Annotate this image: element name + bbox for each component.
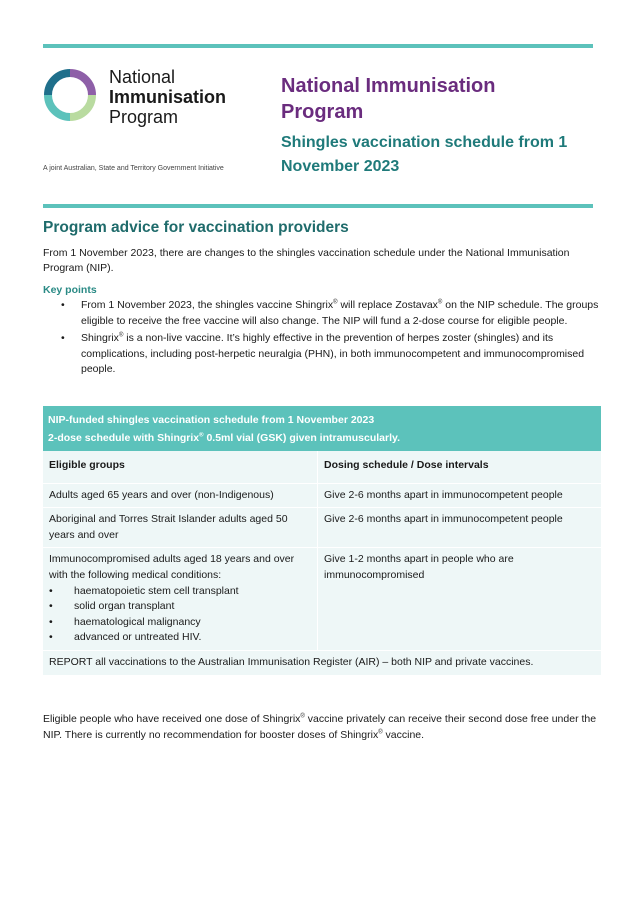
logo-tagline: A joint Australian, State and Territory Government Initiative: [43, 165, 224, 172]
row-divider: [43, 650, 601, 651]
section-heading: Program advice for vaccination providers: [43, 219, 349, 236]
table-row-1-schedule: Give 2-6 months apart in immunocompetent people: [324, 488, 563, 501]
nip-ring-icon: [43, 68, 97, 122]
bullet-icon: •: [49, 600, 53, 613]
table-row-2-schedule: Give 2-6 months apart in immunocompetent people: [324, 513, 563, 526]
table-row-3-group: Immunocompromised adults aged 18 years and over with the following medical conditions: • haematopoietic stem cell transplant • solid organ transplant • haematological malignancy • advanced or untreated HIV.: [43, 548, 318, 650]
key-point-1: • From 1 November 2023, the shingles vaccine Shingrix® will replace Zostavax® on the NIP schedule. The groups eligible to receive the free vaccine will also change. The NIP will fund a 2-dose course for eligible people.: [61, 299, 599, 327]
bullet-icon: •: [61, 299, 65, 311]
bullet-icon: •: [49, 584, 53, 597]
column-header-schedule: Dosing schedule / Dose intervals: [324, 459, 489, 471]
page-title-block: [281, 73, 581, 179]
logo-line-2: Immunisation: [109, 87, 227, 107]
key-points-heading: Key points: [43, 284, 97, 296]
bullet-icon: •: [49, 631, 53, 644]
table-header: [43, 406, 601, 451]
logo-wordmark: [109, 67, 226, 127]
table-row-3-schedule: Give 1-2 months apart in people who are immunocompromised: [324, 553, 514, 581]
table-row-1-group: Adults aged 65 years and over (non-Indigenous): [43, 484, 318, 508]
bullet-icon: •: [61, 332, 65, 345]
conditions-list: [49, 584, 311, 646]
report-note: REPORT all vaccinations to the Australian Immunisation Register (AIR) – both NIP and private vaccines.: [49, 655, 534, 668]
condition-item: • haematological malignancy: [49, 615, 311, 631]
intro-paragraph: From 1 November 2023, there are changes to the shingles vaccination schedule under the National Immunisation Program (NIP).: [43, 247, 570, 274]
schedule-table: [43, 406, 601, 675]
table-subtitle: 2-dose schedule with Shingrix® 0.5ml vial (GSK) given intramuscularly.: [48, 432, 401, 444]
condition-item: • advanced or untreated HIV.: [49, 630, 311, 646]
key-point-2: • Shingrix® is a non-live vaccine. It’s highly effective in the prevention of herpes zoster (shingles) and its complications, including post-herpetic neuralgia (PHN), in both immunocompetent and immunocompromised people.: [61, 332, 585, 376]
bullet-icon: •: [49, 615, 53, 628]
key-points-list: [43, 298, 603, 380]
column-header-groups: Eligible groups: [43, 451, 318, 483]
closing-paragraph: Eligible people who have received one dose of Shingrix® vaccine privately can receive their second dose free under the NIP. There is currently no recommendation for booster doses of Shingrix® vaccine.: [43, 713, 597, 741]
top-rule: [43, 44, 593, 48]
logo-line-3: Program: [109, 107, 179, 127]
table-title: NIP-funded shingles vaccination schedule from 1 November 2023: [48, 414, 375, 426]
nip-logo: [43, 68, 253, 138]
condition-item: • haematopoietic stem cell transplant: [49, 584, 311, 600]
table-row-2-group: Aboriginal and Torres Strait Islander adults aged 50 years and over: [43, 508, 318, 547]
page-title: National Immunisation Program: [281, 75, 496, 123]
logo-line-1: National: [109, 67, 176, 87]
header-rule: [43, 204, 593, 208]
table-body: [43, 451, 601, 651]
page-subtitle: Shingles vaccination schedule from 1 November 2023: [281, 134, 568, 175]
condition-item: • solid organ transplant: [49, 599, 311, 615]
